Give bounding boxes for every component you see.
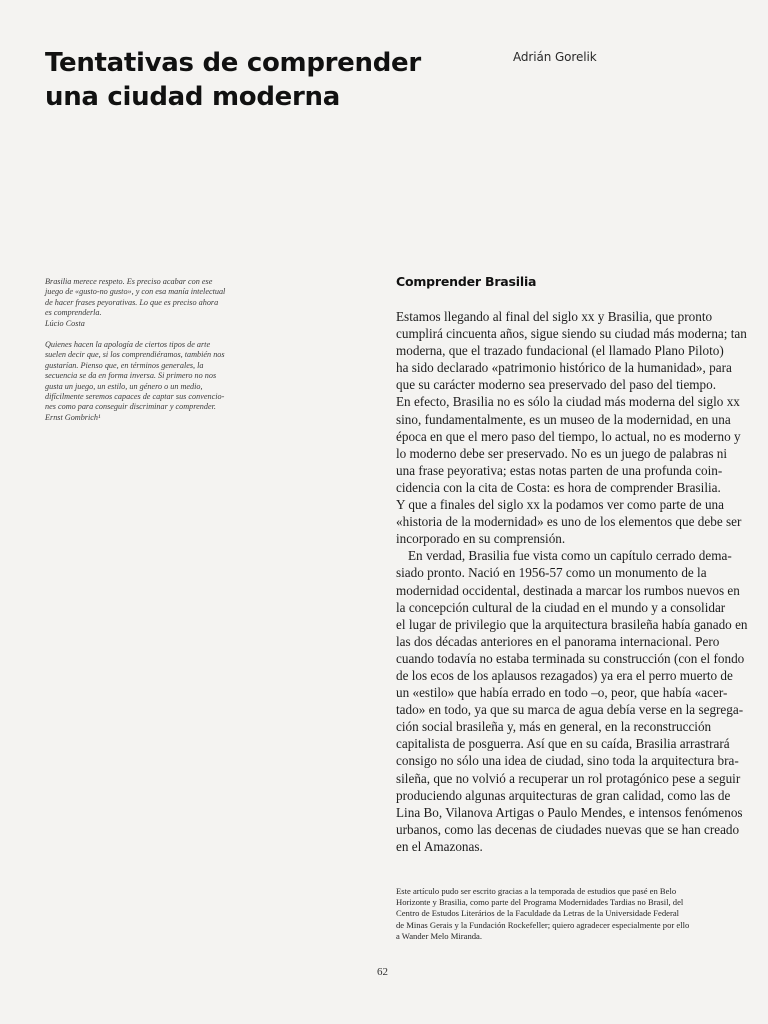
epigraph-line: Quienes hacen la apología de ciertos tipos de arte [45,340,211,350]
body-line: Lina Bo, Vilanova Artigas o Paulo Mendes, e intensos fenómenos [396,804,743,820]
page-number: 62 [377,966,388,978]
body-line: que su carácter moderno sea preservado del paso del tiempo. [396,377,717,393]
body-line: en el Amazonas. [396,838,483,854]
epigraph-line: gusta un juego, un estilo, un género o un medio, [45,381,203,391]
body-line: época en que el mero paso del tiempo, lo actual, no es moderno y [396,428,741,444]
title-line: una ciudad moderna [45,82,340,112]
body-line: consigo no sólo una idea de ciudad, sino toda la arquitectura bra- [396,753,739,769]
body-line: moderna, que el trazado fundacional (el llamado Plano Piloto) [396,343,724,359]
body-line: Y que a finales del siglo xx la podamos ver como parte de una [396,497,724,513]
body-line: de los ecos de los aplausos rezagados) ya era el perro muerto de [396,667,733,683]
body-line: una frase peyorativa; estas notas parten de una profunda coin- [396,462,723,478]
epigraph-line: Brasilia merece respeto. Es preciso acabar con ese [45,277,213,286]
epigraph-attribution: Ernst Gombrich¹ [45,412,101,422]
footnote-line: Horizonte y Brasilia, como parte del Programa Modernidades Tardias no Brasil, del [396,897,684,908]
body-text [396,308,748,855]
epigraph-line: de hacer frases peyorativas. Lo que es preciso ahora [45,297,219,307]
body-line: modernidad occidental, destinada a marcar los rumbos nuevos en [396,582,740,598]
footnote-line: Centro de Estudos Literários de la Faculdade da Letras de la Universidade Federal [396,908,680,919]
footnote-line: Este artículo pudo ser escrito gracias a la temporada de estudios que pasé en Belo [396,886,677,896]
body-line: produciendo algunas arquitecturas de gran calidad, como las de [396,787,731,803]
epigraph-attribution: Lúcio Costa [45,318,85,328]
footnote-line: a Wander Melo Miranda. [396,930,483,941]
title-line: Tentativas de comprender [45,48,421,78]
epigraph-line: es comprenderla. [45,308,102,318]
epigraph-line: juego de «gusto-no gusto», y con esa manía intelectual [45,287,226,297]
body-line: lo moderno debe ser preservado. No es un juego de palabras ni [396,445,728,461]
epigraph-line: suelen decir que, si los comprendiéramos, también nos [45,350,225,360]
epigraph-gombrich [45,340,285,423]
body-line: En verdad, Brasilia fue vista como un capítulo cerrado dema- [408,548,732,564]
body-line: urbanos, como las decenas de ciudades nuevas que se han creado [396,821,740,837]
body-line: sino, fundamentalmente, es un museo de la modernidad, en una [396,411,731,427]
body-line: En efecto, Brasilia no es sólo la ciudad más moderna del siglo xx [396,394,740,410]
body-line: sileña, que no volvió a recuperar un rol protagónico pese a seguir [396,770,741,786]
body-line: un «estilo» que había errado en todo –o, peor, que había «acer- [396,685,728,701]
body-line: cidencia con la cita de Costa: es hora de comprender Brasilia. [396,479,721,495]
body-line: ción social brasileña y, más en general, en la reconstrucción [396,719,712,735]
body-line: ha sido declarado «patrimonio histórico de la humanidad», para [396,360,732,376]
epigraph-line: gustarían. Pienso que, en términos generales, la [45,360,204,370]
epigraph-line: nes como para conseguir discriminar y comprender. [45,402,216,412]
body-line: cumplirá cincuenta años, sigue siendo su ciudad más moderna; tan [396,326,747,342]
body-line: las dos décadas anteriores en el panorama internacional. Pero [396,633,720,649]
epigraph-line: secuencia se da en forma inversa. Si primero no nos [45,371,217,381]
body-line: tado» en todo, ya que su marca de agua debía verse en la segrega- [396,702,744,718]
epigraphs [45,277,285,434]
footnote [396,886,736,942]
body-line: Estamos llegando al final del siglo xx y Brasilia, que pronto [396,309,713,324]
body-line: el lugar de privilegio que la arquitectura brasileña había ganado en [396,616,748,632]
body-line: incorporado en su comprensión. [396,531,566,547]
author-name: Adrián Gorelik [513,50,597,64]
article-title [45,46,421,114]
body-line: cuando todavía no estaba terminada su construcción (con el fondo [396,650,745,666]
epigraph-costa [45,277,285,329]
body-line: capitalista de posguerra. Así que en su caída, Brasilia arrastrará [396,736,730,752]
section-heading: Comprender Brasilia [396,274,537,289]
epigraph-line: difícilmente seremos capaces de captar sus convencio- [45,392,225,402]
footnote-line: de Minas Gerais y la Fundación Rockefeller; quiero agradecer especialmente por ello [396,919,690,930]
body-line: siado pronto. Nació en 1956-57 como un monumento de la [396,565,707,581]
body-line: la concepción cultural de la ciudad en el mundo y a consolidar [396,599,726,615]
body-line: «historia de la modernidad» es uno de los elementos que debe ser [396,514,742,530]
